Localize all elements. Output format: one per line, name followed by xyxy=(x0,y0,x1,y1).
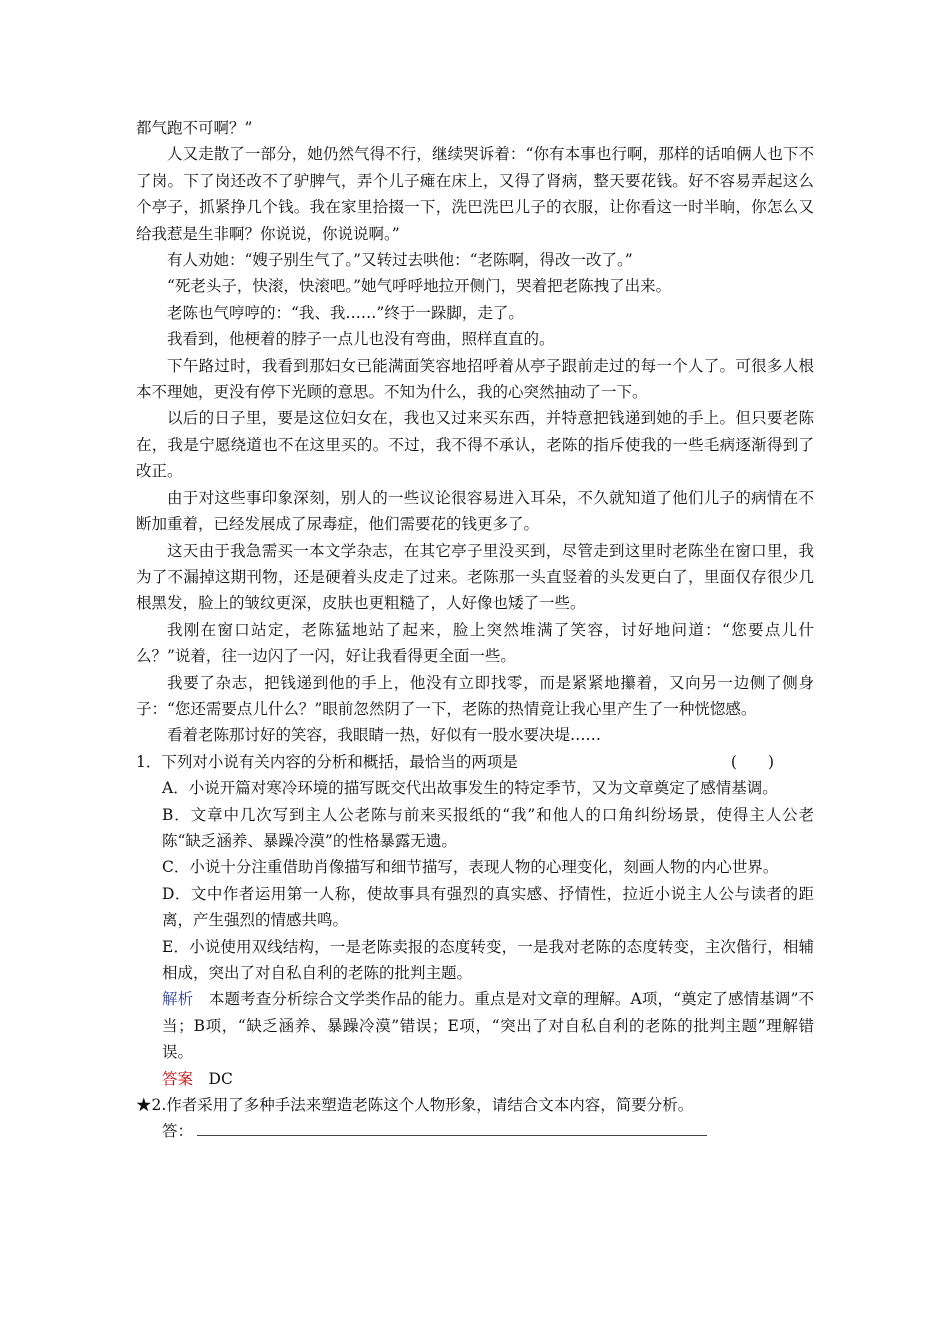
story-paragraph: “死老头子，快滚，快滚吧。”她气呼呼地拉开侧门，哭着把老陈拽了出来。 xyxy=(167,277,672,296)
story-paragraph: 下午路过时，我看到那妇女已能满面笑容地招呼着从亭子跟前走过的每一个人了。可很多人根本不理她，更没有停下光顾的意思。不知为什么，我的心突然抽动了一下。 xyxy=(136,356,814,402)
story-paragraph: 我看到，他梗着的脖子一点儿也没有弯曲，照样直直的。 xyxy=(167,330,555,349)
story-paragraph: 看着老陈那讨好的笑容，我眼睛一热，好似有一股水要决堤…… xyxy=(167,726,602,745)
question-2-answer-row xyxy=(136,1118,814,1144)
story-paragraph: 由于对这些事印象深刻，别人的一些议论很容易进入耳朵，不久就知道了他们儿子的病情在不断加重着，已经发展成了尿毒症，他们需要花的钱更多了。 xyxy=(136,488,814,534)
answer-blank-line[interactable] xyxy=(197,1119,707,1136)
answer-text: DC xyxy=(193,1069,233,1088)
story-paragraph: 我要了杂志，把钱递到他的手上，他没有立即找零，而是紧紧地攥着，又向另一边侧了侧身子：“您还需要点儿什么？”眼前忽然阴了一下，老陈的热情竟让我心里产生了一种恍惚感。 xyxy=(136,673,814,718)
answer-prefix: 答： xyxy=(162,1122,194,1141)
question-1-stem: 1．下列对小说有关内容的分析和概括，最恰当的两项是 xyxy=(136,752,518,771)
question-1-stem-row xyxy=(136,749,814,775)
story-paragraph: 都气跑不可啊？” xyxy=(136,119,253,137)
document-body xyxy=(136,115,814,1145)
story-paragraph: 我刚在窗口站定，老陈猛地站了起来，脸上突然堆满了笑容，讨好地问道：“您要点儿什么？”说着，往一边闪了一闪，好让我看得更全面一些。 xyxy=(136,620,814,666)
story-paragraph: 人又走散了一部分，她仍然气得不行，继续哭诉着：“你有本事也行啊，那样的话咱俩人也下不了岗。下了岗还改不了驴脾气，弄个儿子瘫在床上，又得了肾病，整天要花钱。好不容易弄起这么个亭子，抓紧挣几个钱。我在家里拾掇一下，洗巴洗巴儿子的衣服，让你看这一时半晌，你怎么又给我惹是生非啊？你说说，你说说啊。” xyxy=(136,145,814,243)
story-paragraph: 以后的日子里，要是这位妇女在，我也又过来买东西，并特意把钱递到她的手上。但只要老陈在，我是宁愿绕道也不在这里买的。不过，我不得不承认，老陈的指斥使我的一些毛病逐渐得到了改正。 xyxy=(136,409,814,481)
question-1-option: E．小说使用双线结构，一是老陈卖报的态度转变，一是我对老陈的态度转变，主次偕行，相辅相成，突出了对自私自利的老陈的批判主题。 xyxy=(162,937,814,982)
question-1-option: D．文中作者运用第一人称，使故事具有强烈的真实感、抒情性，拉近小说主人公与读者的距离，产生强烈的情感共鸣。 xyxy=(162,884,814,930)
analysis-label: 解析 xyxy=(162,990,194,1009)
story-paragraph: 有人劝她：“嫂子别生气了。”又转过去哄他：“老陈啊，得改一改了。” xyxy=(167,251,633,270)
question-1-option: A．小说开篇对寒冷环境的描写既交代出故事发生的特定季节，又为文章奠定了感情基调。 xyxy=(162,779,778,798)
story-paragraph: 老陈也气哼哼的：“我、我……”终于一跺脚，走了。 xyxy=(167,303,524,322)
analysis-paragraph xyxy=(136,986,814,1065)
answer-bracket: ( ) xyxy=(730,752,774,771)
question-1-options xyxy=(136,775,814,986)
question-1-option: B．文章中几次写到主人公老陈与前来买报纸的“我”和他人的口角纠纷场景，使得主人公老陈“缺乏涵养、暴躁冷漠”的性格暴露无遗。 xyxy=(162,805,814,850)
analysis-text: 本题考查分析综合文学类作品的能力。重点是对文章的理解。A项，“奠定了感情基调”不当；B项，“缺乏涵养、暴躁冷漠”错误；E项，“突出了对自私自利的老陈的批判主题”理解错误。 xyxy=(162,990,814,1062)
story-paragraph: 这天由于我急需买一本文学杂志，在其它亭子里没买到，尽管走到这里时老陈坐在窗口里，我为了不漏掉这期刊物，还是硬着头皮走了过来。老陈那一头直竖着的头发更白了，里面仅存很少几根黑发，脸上的皱纹更深，皮肤也更粗糙了，人好像也矮了一些。 xyxy=(136,541,814,613)
answer-label: 答案 xyxy=(162,1069,194,1088)
story-text xyxy=(136,115,814,749)
answer-paragraph xyxy=(136,1066,814,1092)
question-2-stem: ★2.作者采用了多种手法来塑造老陈这个人物形象，请结合文本内容，简要分析。 xyxy=(136,1096,694,1115)
question-1-option: C．小说十分注重借助肖像描写和细节描写，表现人物的心理变化，刻画人物的内心世界。 xyxy=(162,858,779,877)
